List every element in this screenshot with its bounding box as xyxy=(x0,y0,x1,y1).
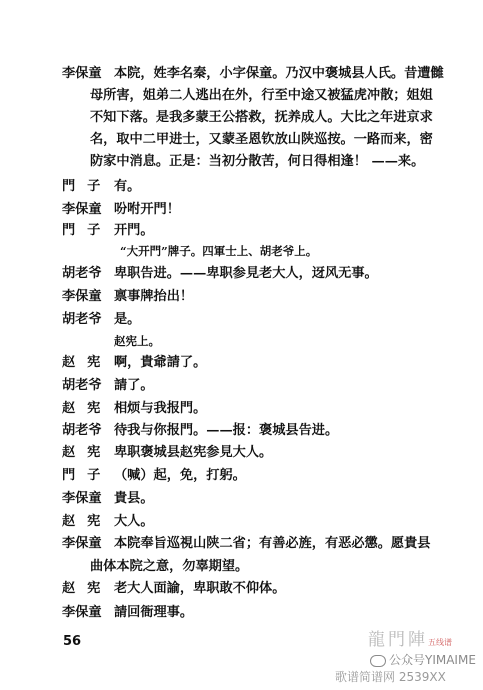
dialogue-line xyxy=(0,602,483,624)
watermark-logo-sub: 五线谱 xyxy=(428,638,452,647)
dialogue-line xyxy=(0,352,483,374)
stage-direction-text: “大开門”牌子。四軍士上、胡老爷上。 xyxy=(120,244,318,258)
speaker-name: 赵宪 xyxy=(62,355,113,370)
dialogue-line xyxy=(0,309,483,331)
dialogue-line xyxy=(0,220,483,242)
dialogue-text: 开門。 xyxy=(114,223,154,238)
speaker-name: 赵宪 xyxy=(62,514,113,529)
speaker-name: 胡老爷 xyxy=(62,266,102,281)
dialogue-line xyxy=(0,63,483,85)
speaker-name: 赵宪 xyxy=(62,445,113,460)
dialogue-line xyxy=(0,533,483,555)
dialogue-text: 卑职褒城县赵宪参見大人。 xyxy=(114,445,273,460)
speaker-name: 胡老爷 xyxy=(62,423,102,438)
dialogue-text: 是。 xyxy=(114,312,141,327)
dialogue-continuation xyxy=(0,85,483,107)
dialogue-text: 啊，貴爺請了。 xyxy=(114,355,207,370)
dialogue-line xyxy=(0,286,483,308)
speaker-name: 門子 xyxy=(62,223,113,238)
dialogue-text: 待我与你报門。——报：褒城县告进。 xyxy=(114,423,339,438)
stage-direction-text: 赵宪上。 xyxy=(114,334,160,348)
watermark-logo-text: 龍門陣 xyxy=(368,630,428,650)
dialogue-continuation xyxy=(0,107,483,129)
speaker-name: 李保童 xyxy=(62,491,102,506)
dialogue-text: 貴县。 xyxy=(114,491,154,506)
dialogue-text: 禀事牌抬出！ xyxy=(114,289,194,304)
dialogue-text: 本院，姓李名秦，小字保童。乃汉中褒城县人氏。昔遭雠 xyxy=(114,66,444,81)
dialogue-text: （喊）起，免，打躬。 xyxy=(114,468,246,483)
speaker-name: 門子 xyxy=(62,468,113,483)
dialogue-line xyxy=(0,176,483,198)
watermark-account xyxy=(370,651,476,668)
dialogue-text: 卑职告进。——卑职参見老大人，迓风无事。 xyxy=(114,266,378,281)
dialogue-text: 相烦与我报門。 xyxy=(114,401,207,416)
dialogue-text: 老大人面諭，卑职敢不仰体。 xyxy=(114,581,286,596)
speaker-name: 赵宪 xyxy=(62,581,113,596)
dialogue-line xyxy=(0,398,483,420)
stage-direction xyxy=(0,330,483,352)
wechat-icon xyxy=(370,655,386,667)
dialogue-text: 防家中消息。正是：当初分散苦，何日得相逢！ ——来。 xyxy=(90,154,425,169)
dialogue-line xyxy=(0,465,483,487)
speaker-name: 赵宪 xyxy=(62,401,113,416)
watermark-logo xyxy=(368,625,452,650)
dialogue-text: 不知下落。是我多蒙王公搭救，抚养成人。大比之年进京求 xyxy=(90,110,433,125)
dialogue-text: 本院奉旨巡視山陕二省；有善必旌，有恶必懲。愿貴县 xyxy=(114,536,431,551)
dialogue-line xyxy=(0,375,483,397)
dialogue-continuation xyxy=(0,129,483,151)
watermark-account-text: 公众号YIMAIME xyxy=(389,653,476,667)
watermark-site: 歌谱简谱网 2539XX xyxy=(335,670,446,684)
dialogue-line xyxy=(0,578,483,600)
stage-direction xyxy=(0,240,483,262)
dialogue-text: 有。 xyxy=(114,179,141,194)
dialogue-line xyxy=(0,488,483,510)
dialogue-line xyxy=(0,420,483,442)
dialogue-line xyxy=(0,199,483,221)
dialogue-text: 母所害，姐弟二人逃出在外，行至中途又被猛虎冲散；姐姐 xyxy=(90,88,433,103)
dialogue-text: 大人。 xyxy=(114,514,154,529)
speaker-name: 李保童 xyxy=(62,289,102,304)
speaker-name: 李保童 xyxy=(62,66,102,81)
dialogue-text: 請了。 xyxy=(114,378,154,393)
dialogue-text: 請回衙理事。 xyxy=(114,605,194,620)
dialogue-continuation xyxy=(0,556,483,578)
dialogue-text: 曲体本院之意，勿辜期望。 xyxy=(90,559,249,574)
dialogue-text: 吩咐开門！ xyxy=(114,202,180,217)
speaker-name: 胡老爷 xyxy=(62,312,102,327)
page-number: 56 xyxy=(63,634,82,649)
speaker-name: 李保童 xyxy=(62,536,102,551)
dialogue-line xyxy=(0,511,483,533)
speaker-name: 李保童 xyxy=(62,605,102,620)
speaker-name: 胡老爷 xyxy=(62,378,102,393)
dialogue-line xyxy=(0,442,483,464)
speaker-name: 李保童 xyxy=(62,202,102,217)
dialogue-continuation xyxy=(0,151,483,173)
dialogue-line xyxy=(0,263,483,285)
speaker-name: 門子 xyxy=(62,179,113,194)
dialogue-text: 名，取中二甲进士，又蒙圣恩钦放山陕巡按。一路而来，密 xyxy=(90,132,433,147)
